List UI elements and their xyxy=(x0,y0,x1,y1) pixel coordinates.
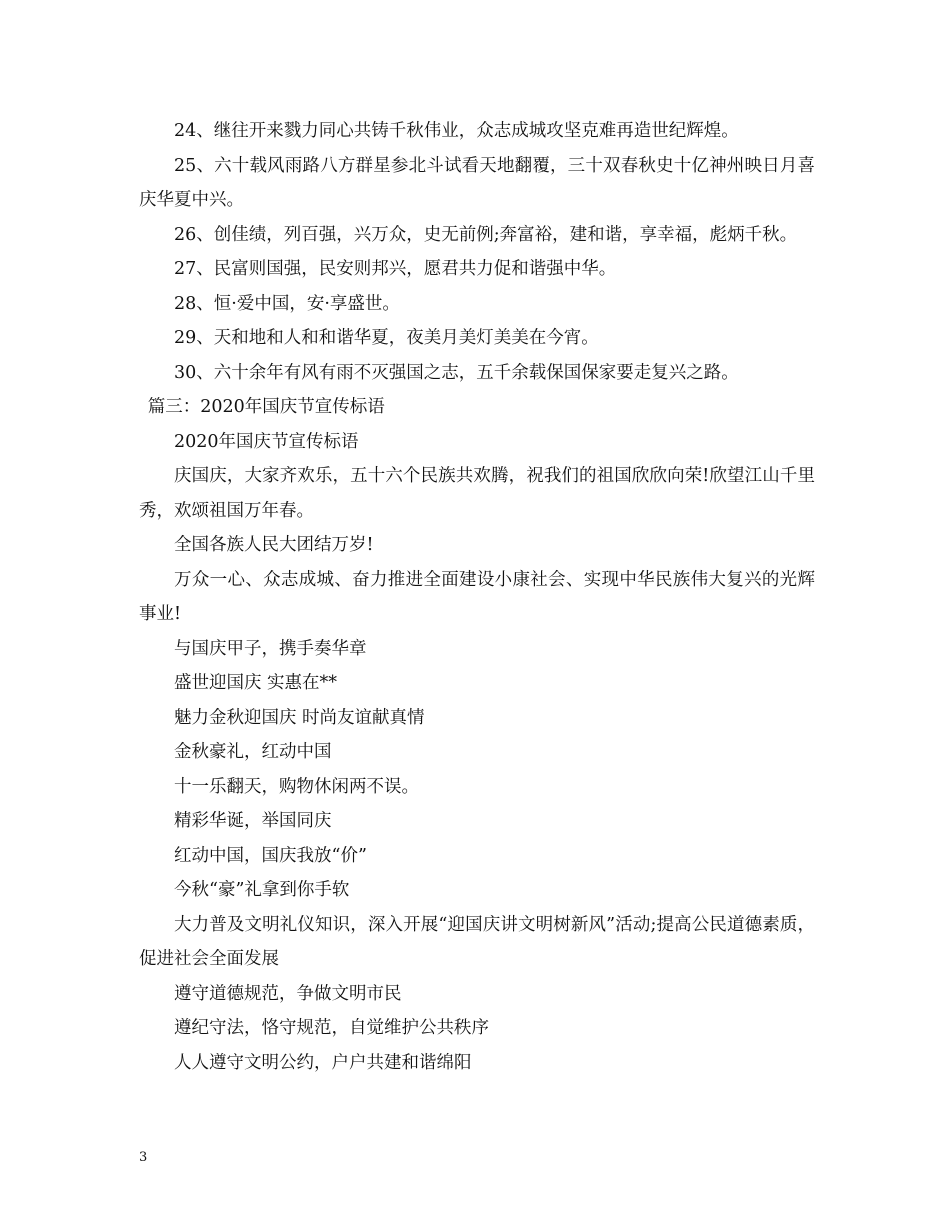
slogan-paragraph: 万众一心、众志成城、奋力推进全面建设小康社会、实现中华民族伟大复兴的光辉事业! xyxy=(139,569,815,624)
list-item-29: 29、天和地和人和和谐华夏，夜美月美灯美美在今宵。 xyxy=(174,328,599,348)
slogan-line: 精彩华诞，举国同庆 xyxy=(174,811,332,831)
slogan-line: 人人遵守文明公约，户户共建和谐绵阳 xyxy=(174,1052,472,1073)
slogan-line: 金秋豪礼，红动中国 xyxy=(174,742,332,762)
slogan-line: 魅力金秋迎国庆 时尚友谊献真情 xyxy=(174,707,425,728)
slogan-line: 今秋“豪”礼拿到你手软 xyxy=(174,880,350,900)
slogan-line: 与国庆甲子，携手奏华章 xyxy=(174,638,367,659)
slogan-line: 十一乐翻天，购物休闲两不误。 xyxy=(174,776,419,797)
section-title: 2020年国庆节宣传标语 xyxy=(174,431,359,452)
page-number: 3 xyxy=(139,1150,148,1165)
slogan-line: 红动中国，国庆我放“价” xyxy=(174,845,367,866)
slogan-line: 遵守道德规范，争做文明市民 xyxy=(174,983,402,1004)
list-item-26: 26、创佳绩，列百强，兴万众，史无前例;奔富裕，建和谐，享幸福，彪炳千秋。 xyxy=(174,224,798,245)
slogan-line: 遵纪守法，恪守规范，自觉维护公共秩序 xyxy=(174,1018,489,1038)
list-item-27: 27、民富则国强，民安则邦兴，愿君共力促和谐强中华。 xyxy=(174,259,617,279)
list-item-24: 24、继往开来戮力同心共铸千秋伟业，众志成城攻坚克难再造世纪辉煌。 xyxy=(174,121,739,141)
slogan-paragraph: 庆国庆，大家齐欢乐，五十六个民族共欢腾，祝我们的祖国欣欣向荣!欣望江山千里秀，欢颂祖国万年春。 xyxy=(139,466,815,521)
slogan-paragraph: 大力普及文明礼仪知识，深入开展“迎国庆讲文明树新风”活动;提高公民道德素质，促进社会全面发展 xyxy=(139,914,815,969)
slogan-paragraph: 全国各族人民大团结万岁! xyxy=(174,535,374,555)
section-heading: 篇三：2020年国庆节宣传标语 xyxy=(147,397,385,417)
list-item-25: 25、六十载风雨路八方群星参北斗试看天地翻覆，三十双春秋史十亿神州映日月喜庆华夏中兴。 xyxy=(139,155,815,210)
list-item-28: 28、恒·爱中国，安·享盛世。 xyxy=(174,293,400,314)
document-body xyxy=(139,114,815,1080)
slogan-line: 盛世迎国庆 实惠在** xyxy=(174,673,338,693)
list-item-30: 30、六十余年有风有雨不灭强国之志，五千余载保国保家要走复兴之路。 xyxy=(174,362,739,383)
